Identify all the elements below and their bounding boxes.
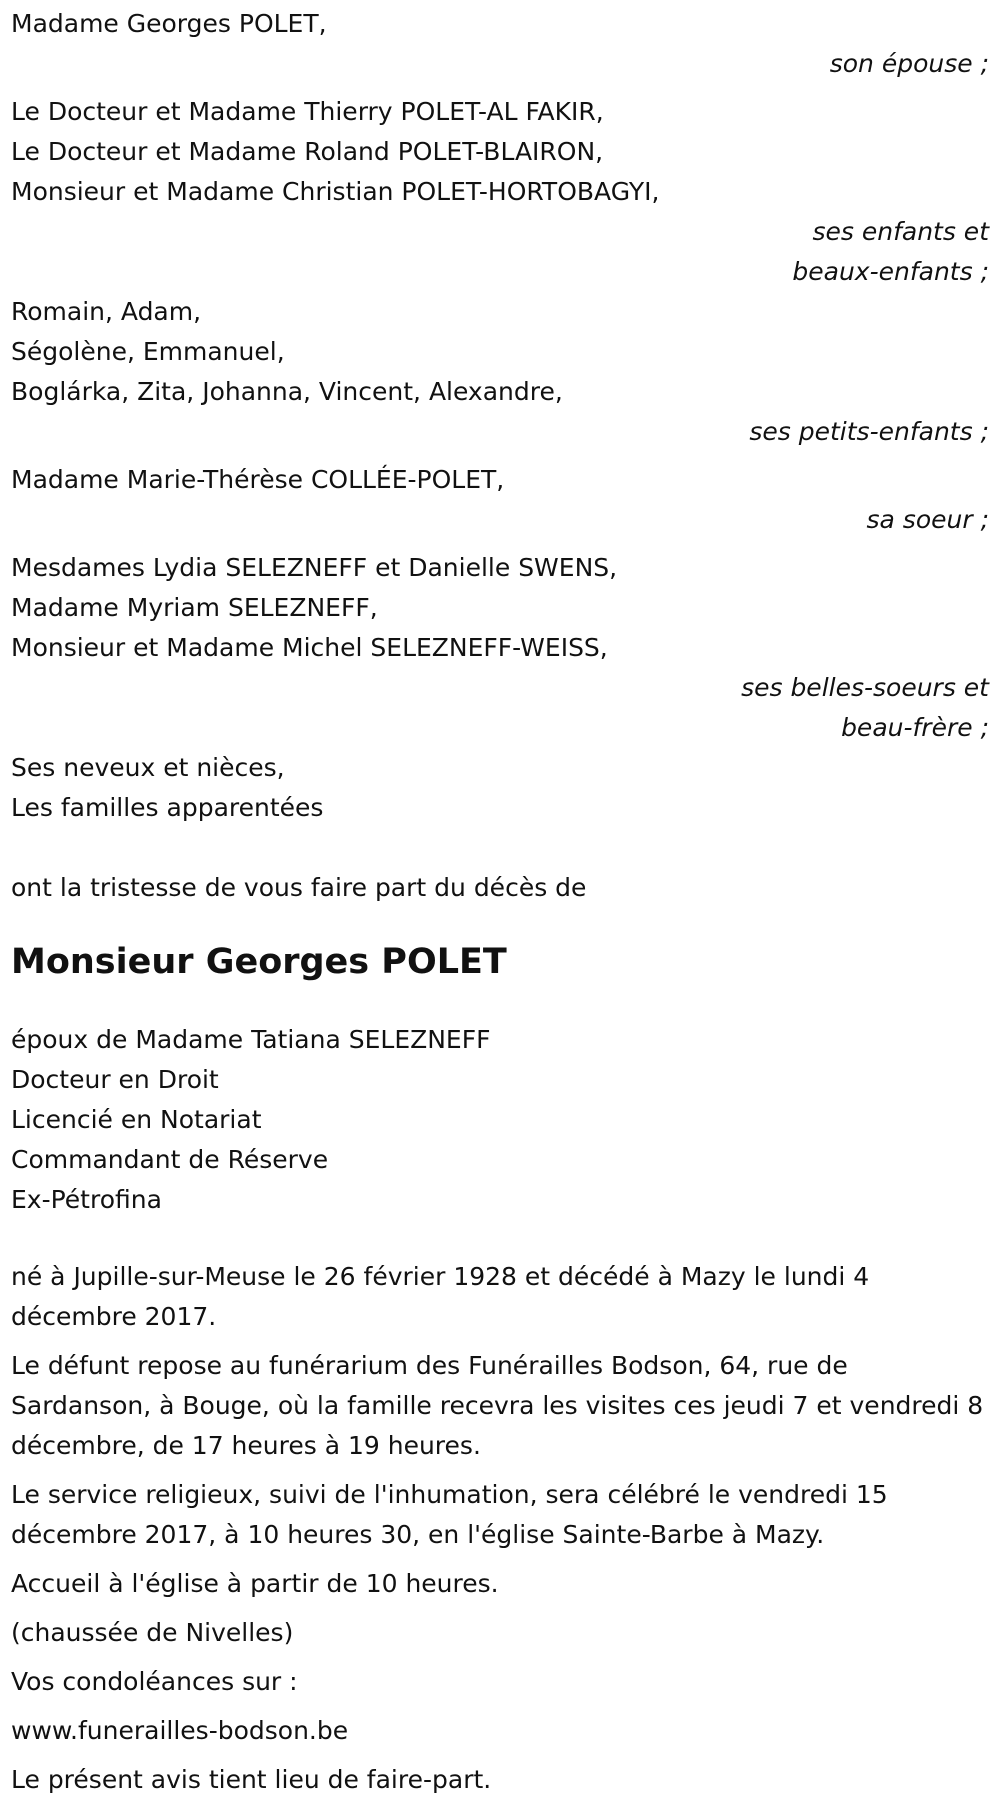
title-line: Docteur en Droit	[11, 1065, 219, 1094]
child-name: Le Docteur et Madame Roland POLET-BLAIRON,	[11, 137, 604, 166]
title-line: Commandant de Réserve	[11, 1145, 329, 1174]
grandchild-name: Boglárka, Zita, Johanna, Vincent, Alexandre,	[11, 377, 563, 406]
in-laws-role-line: ses belles-soeurs et	[741, 673, 989, 702]
announcement-text: ont la tristesse de vous faire part du décès de	[11, 873, 587, 902]
spouse-group	[11, 4, 989, 84]
notice-disclaimer: Le présent avis tient lieu de faire-part.	[11, 1765, 492, 1794]
sister-name: Madame Marie-Thérèse COLLÉE-POLET,	[11, 465, 505, 494]
grandchild-name: Romain, Adam,	[11, 297, 202, 326]
in-law-name: Madame Myriam SELEZNEFF,	[11, 593, 378, 622]
child-name: Monsieur et Madame Christian POLET-HORTOBAGYI,	[11, 177, 660, 206]
deceased-name: Monsieur Georges POLET	[11, 942, 507, 982]
relatives-line: Ses neveux et nièces,	[11, 753, 285, 782]
birth-death-info: né à Jupille-sur-Meuse le 26 février 1928 et décédé à Mazy le lundi 4 décembre 2017.	[11, 1262, 870, 1331]
in-law-name: Mesdames Lydia SELEZNEFF et Danielle SWENS,	[11, 553, 618, 582]
spouse-name: Madame Georges POLET,	[11, 9, 327, 38]
condolences-label: Vos condoléances sur :	[11, 1667, 298, 1696]
sister-role: sa soeur ;	[866, 505, 989, 534]
church-address: (chaussée de Nivelles)	[11, 1618, 294, 1647]
spouse-role: son épouse ;	[829, 49, 989, 78]
in-laws-group	[11, 548, 989, 748]
title-line: Licencié en Notariat	[11, 1105, 262, 1134]
obituary-notice	[11, 4, 989, 1809]
church-welcome: Accueil à l'église à partir de 10 heures.	[11, 1569, 499, 1598]
grandchildren-role: ses petits-enfants ;	[749, 417, 989, 446]
sister-group	[11, 460, 989, 540]
child-name: Le Docteur et Madame Thierry POLET-AL FAKIR,	[11, 97, 604, 126]
relatives-line: Les familles apparentées	[11, 793, 324, 822]
in-law-name: Monsieur et Madame Michel SELEZNEFF-WEISS,	[11, 633, 608, 662]
grandchildren-group	[11, 292, 989, 452]
children-group	[11, 92, 989, 292]
in-laws-role-line: beau-frère ;	[841, 713, 989, 742]
children-role-line: ses enfants et	[812, 217, 989, 246]
title-line: Ex-Pétrofina	[11, 1185, 162, 1214]
service-info: Le service religieux, suivi de l'inhumation, sera célébré le vendredi 15 décembre 2017, à 10 heures 30, en l'église Sainte-Barbe à Mazy.	[11, 1480, 888, 1549]
grandchild-name: Ségolène, Emmanuel,	[11, 337, 285, 366]
deceased-titles	[11, 1020, 989, 1220]
title-line: époux de Madame Tatiana SELEZNEFF	[11, 1025, 491, 1054]
children-role-line: beaux-enfants ;	[792, 257, 989, 286]
funerarium-info: Le défunt repose au funérarium des Funérailles Bodson, 64, rue de Sardanson, à Bouge, où la famille recevra les visites ces jeudi 7 et vendredi 8 décembre, de 17 heures à 19 heures.	[11, 1351, 984, 1460]
others-group	[11, 748, 989, 828]
condolences-website: www.funerailles-bodson.be	[11, 1716, 349, 1745]
funeral-details	[11, 1257, 989, 1800]
